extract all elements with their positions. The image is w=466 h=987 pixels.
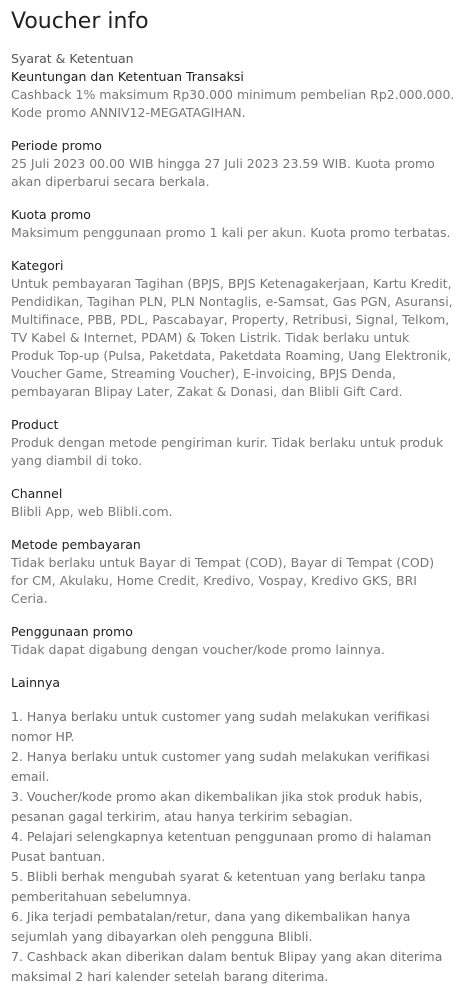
section-category xyxy=(11,257,455,401)
section-heading: Periode promo xyxy=(11,138,102,153)
section-text: Tidak berlaku untuk Bayar di Tempat (COD), Bayar di Tempat (COD) for CM, Akulaku, Home Credit, Kredivo, Vospay, Kredivo GKS, BRI Ceria. xyxy=(11,555,435,606)
section-text: Blibli App, web Blibli.com. xyxy=(11,504,173,519)
section-promo-quota xyxy=(11,206,455,242)
section-heading: Lainnya xyxy=(11,675,60,690)
section-heading: Kategori xyxy=(11,258,64,273)
list-item: 5. Blibli berhak mengubah syarat & ketentuan yang berlaku tanpa pemberitahuan sebelumnya. xyxy=(11,869,426,904)
section-text: Untuk pembayaran Tagihan (BPJS, BPJS Ketenagakerjaan, Kartu Kredit, Pendidikan, Tagihan PLN, PLN Nontaglis, e-Samsat, Gas PGN, Asuransi, Multifinace, PBB, PDL, Pascabayar, Property, Retribusi, Signal, Telkom, TV Kabel & Internet, PDAM) & Token Listrik. Tidak berlaku untuk Produk Top-up (Pulsa, Paketdata, Paketdata Roaming, Uang Elektronik, Voucher Game, Streaming Voucher), E-invoicing, BPJS Denda, pembayaran Blipay Later, Zakat & Donasi, dan Blibli Gift Card. xyxy=(11,276,453,399)
page-title: Voucher info xyxy=(11,9,149,34)
list-item: 1. Hanya berlaku untuk customer yang sudah melakukan verifikasi nomor HP. xyxy=(11,709,430,744)
section-product xyxy=(11,416,455,470)
section-heading: Penggunaan promo xyxy=(11,624,133,639)
list-item: 4. Pelajari selengkapnya ketentuan penggunaan promo di halaman Pusat bantuan. xyxy=(11,829,432,864)
list-item: 2. Hanya berlaku untuk customer yang sudah melakukan verifikasi email. xyxy=(11,749,430,784)
section-text: Cashback 1% maksimum Rp30.000 minimum pembelian Rp2.000.000. Kode promo ANNIV12-MEGATAGIHAN. xyxy=(11,87,455,120)
section-text: Tidak dapat digabung dengan voucher/kode promo lainnya. xyxy=(11,642,385,657)
section-promo-period xyxy=(11,137,455,191)
section-others xyxy=(11,674,455,987)
list-item: 6. Jika terjadi pembatalan/retur, dana yang dikembalikan hanya sejumlah yang dibayarkan oleh pengguna Blibli. xyxy=(11,909,411,944)
section-channel xyxy=(11,485,455,521)
list-item: 3. Voucher/kode promo akan dikembalikan jika stok produk habis, pesanan gagal terkirim, atau hanya terkirim sebagian. xyxy=(11,789,423,824)
section-text: 25 Juli 2023 00.00 WIB hingga 27 Juli 2023 23.59 WIB. Kuota promo akan diperbarui secara berkala. xyxy=(11,156,435,189)
section-heading: Metode pembayaran xyxy=(11,537,141,552)
section-heading: Channel xyxy=(11,486,63,501)
section-promo-usage xyxy=(11,623,455,659)
terms-subtitle: Syarat & Ketentuan xyxy=(11,51,134,66)
list-item: 7. Cashback akan diberikan dalam bentuk Blipay yang akan diterima maksimal 2 hari kalender setelah barang diterima. xyxy=(11,949,443,984)
section-heading: Kuota promo xyxy=(11,207,91,222)
section-text: Produk dengan metode pengiriman kurir. Tidak berlaku untuk produk yang diambil di toko. xyxy=(11,435,444,468)
section-heading: Product xyxy=(11,417,59,432)
others-list xyxy=(11,707,455,987)
section-heading: Keuntungan dan Ketentuan Transaksi xyxy=(11,69,244,84)
section-payment-method xyxy=(11,536,455,608)
section-text: Maksimum penggunaan promo 1 kali per akun. Kuota promo terbatas. xyxy=(11,225,451,240)
section-benefit-terms xyxy=(11,68,455,122)
